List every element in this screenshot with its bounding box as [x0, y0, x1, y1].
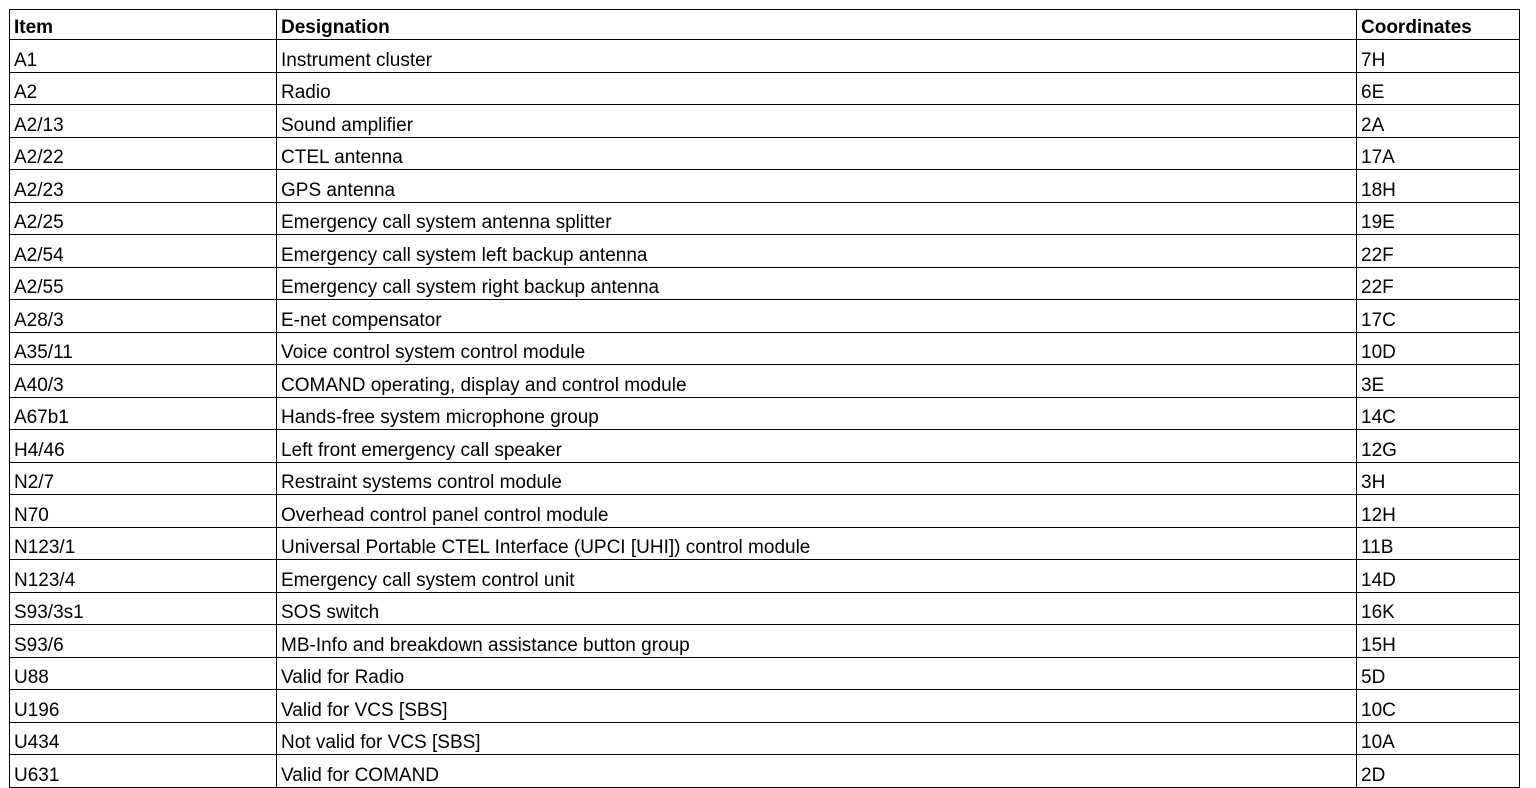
cell-item: N123/4	[10, 560, 277, 593]
cell-coordinates: 17A	[1357, 137, 1520, 170]
cell-designation: Emergency call system left backup antenna	[277, 235, 1357, 268]
cell-item: A2/54	[10, 235, 277, 268]
cell-coordinates: 14D	[1357, 560, 1520, 593]
cell-designation: Emergency call system control unit	[277, 560, 1357, 593]
table-row	[10, 755, 1520, 788]
cell-coordinates: 17C	[1357, 300, 1520, 333]
table-row	[10, 137, 1520, 170]
cell-item: N123/1	[10, 527, 277, 560]
cell-coordinates: 12G	[1357, 430, 1520, 463]
cell-coordinates: 16K	[1357, 592, 1520, 625]
table-row	[10, 560, 1520, 593]
cell-designation: Not valid for VCS [SBS]	[277, 722, 1357, 755]
cell-item: N2/7	[10, 462, 277, 495]
table-row	[10, 235, 1520, 268]
cell-coordinates: 19E	[1357, 202, 1520, 235]
table-row	[10, 40, 1520, 73]
table-row	[10, 202, 1520, 235]
cell-designation: Valid for COMAND	[277, 755, 1357, 788]
cell-designation: Universal Portable CTEL Interface (UPCI [UHI]) control module	[277, 527, 1357, 560]
cell-designation: Voice control system control module	[277, 332, 1357, 365]
cell-coordinates: 5D	[1357, 657, 1520, 690]
table-row	[10, 430, 1520, 463]
table-row	[10, 690, 1520, 723]
cell-item: U196	[10, 690, 277, 723]
table-row	[10, 267, 1520, 300]
legend-table-container	[9, 9, 1519, 788]
header-designation: Designation	[277, 10, 1357, 40]
cell-item: A35/11	[10, 332, 277, 365]
cell-item: U88	[10, 657, 277, 690]
table-row	[10, 332, 1520, 365]
table-row	[10, 365, 1520, 398]
table-row	[10, 105, 1520, 138]
cell-coordinates: 10A	[1357, 722, 1520, 755]
cell-item: A1	[10, 40, 277, 73]
cell-coordinates: 6E	[1357, 72, 1520, 105]
cell-coordinates: 22F	[1357, 235, 1520, 268]
cell-coordinates: 7H	[1357, 40, 1520, 73]
cell-designation: Radio	[277, 72, 1357, 105]
cell-item: U631	[10, 755, 277, 788]
cell-coordinates: 14C	[1357, 397, 1520, 430]
table-row	[10, 397, 1520, 430]
cell-designation: Restraint systems control module	[277, 462, 1357, 495]
table-row	[10, 462, 1520, 495]
cell-designation: E-net compensator	[277, 300, 1357, 333]
cell-item: N70	[10, 495, 277, 528]
cell-coordinates: 10D	[1357, 332, 1520, 365]
cell-item: A2/25	[10, 202, 277, 235]
header-row	[10, 10, 1520, 40]
cell-coordinates: 11B	[1357, 527, 1520, 560]
cell-designation: Left front emergency call speaker	[277, 430, 1357, 463]
table-row	[10, 300, 1520, 333]
cell-designation: Instrument cluster	[277, 40, 1357, 73]
cell-item: A67b1	[10, 397, 277, 430]
table-row	[10, 527, 1520, 560]
table-row	[10, 625, 1520, 658]
cell-coordinates: 22F	[1357, 267, 1520, 300]
cell-coordinates: 18H	[1357, 170, 1520, 203]
table-row	[10, 495, 1520, 528]
cell-coordinates: 3H	[1357, 462, 1520, 495]
cell-item: A2/13	[10, 105, 277, 138]
table-row	[10, 722, 1520, 755]
cell-coordinates: 3E	[1357, 365, 1520, 398]
cell-item: U434	[10, 722, 277, 755]
table-body	[10, 40, 1520, 788]
table-row	[10, 72, 1520, 105]
cell-item: A2/23	[10, 170, 277, 203]
cell-designation: Emergency call system right backup antenna	[277, 267, 1357, 300]
cell-item: S93/6	[10, 625, 277, 658]
cell-designation: Emergency call system antenna splitter	[277, 202, 1357, 235]
cell-designation: MB-Info and breakdown assistance button group	[277, 625, 1357, 658]
cell-coordinates: 2A	[1357, 105, 1520, 138]
cell-item: A2/55	[10, 267, 277, 300]
header-item: Item	[10, 10, 277, 40]
cell-item: A2/22	[10, 137, 277, 170]
table-row	[10, 170, 1520, 203]
table-row	[10, 657, 1520, 690]
cell-item: A28/3	[10, 300, 277, 333]
cell-designation: Overhead control panel control module	[277, 495, 1357, 528]
cell-coordinates: 12H	[1357, 495, 1520, 528]
cell-designation: Valid for Radio	[277, 657, 1357, 690]
cell-designation: Hands-free system microphone group	[277, 397, 1357, 430]
cell-designation: COMAND operating, display and control module	[277, 365, 1357, 398]
cell-item: H4/46	[10, 430, 277, 463]
component-legend-table	[9, 9, 1520, 788]
cell-coordinates: 10C	[1357, 690, 1520, 723]
header-coordinates: Coordinates	[1357, 10, 1520, 40]
cell-designation: SOS switch	[277, 592, 1357, 625]
cell-item: A40/3	[10, 365, 277, 398]
cell-item: A2	[10, 72, 277, 105]
cell-item: S93/3s1	[10, 592, 277, 625]
table-row	[10, 592, 1520, 625]
cell-designation: CTEL antenna	[277, 137, 1357, 170]
cell-coordinates: 2D	[1357, 755, 1520, 788]
cell-designation: Valid for VCS [SBS]	[277, 690, 1357, 723]
cell-designation: GPS antenna	[277, 170, 1357, 203]
cell-coordinates: 15H	[1357, 625, 1520, 658]
cell-designation: Sound amplifier	[277, 105, 1357, 138]
